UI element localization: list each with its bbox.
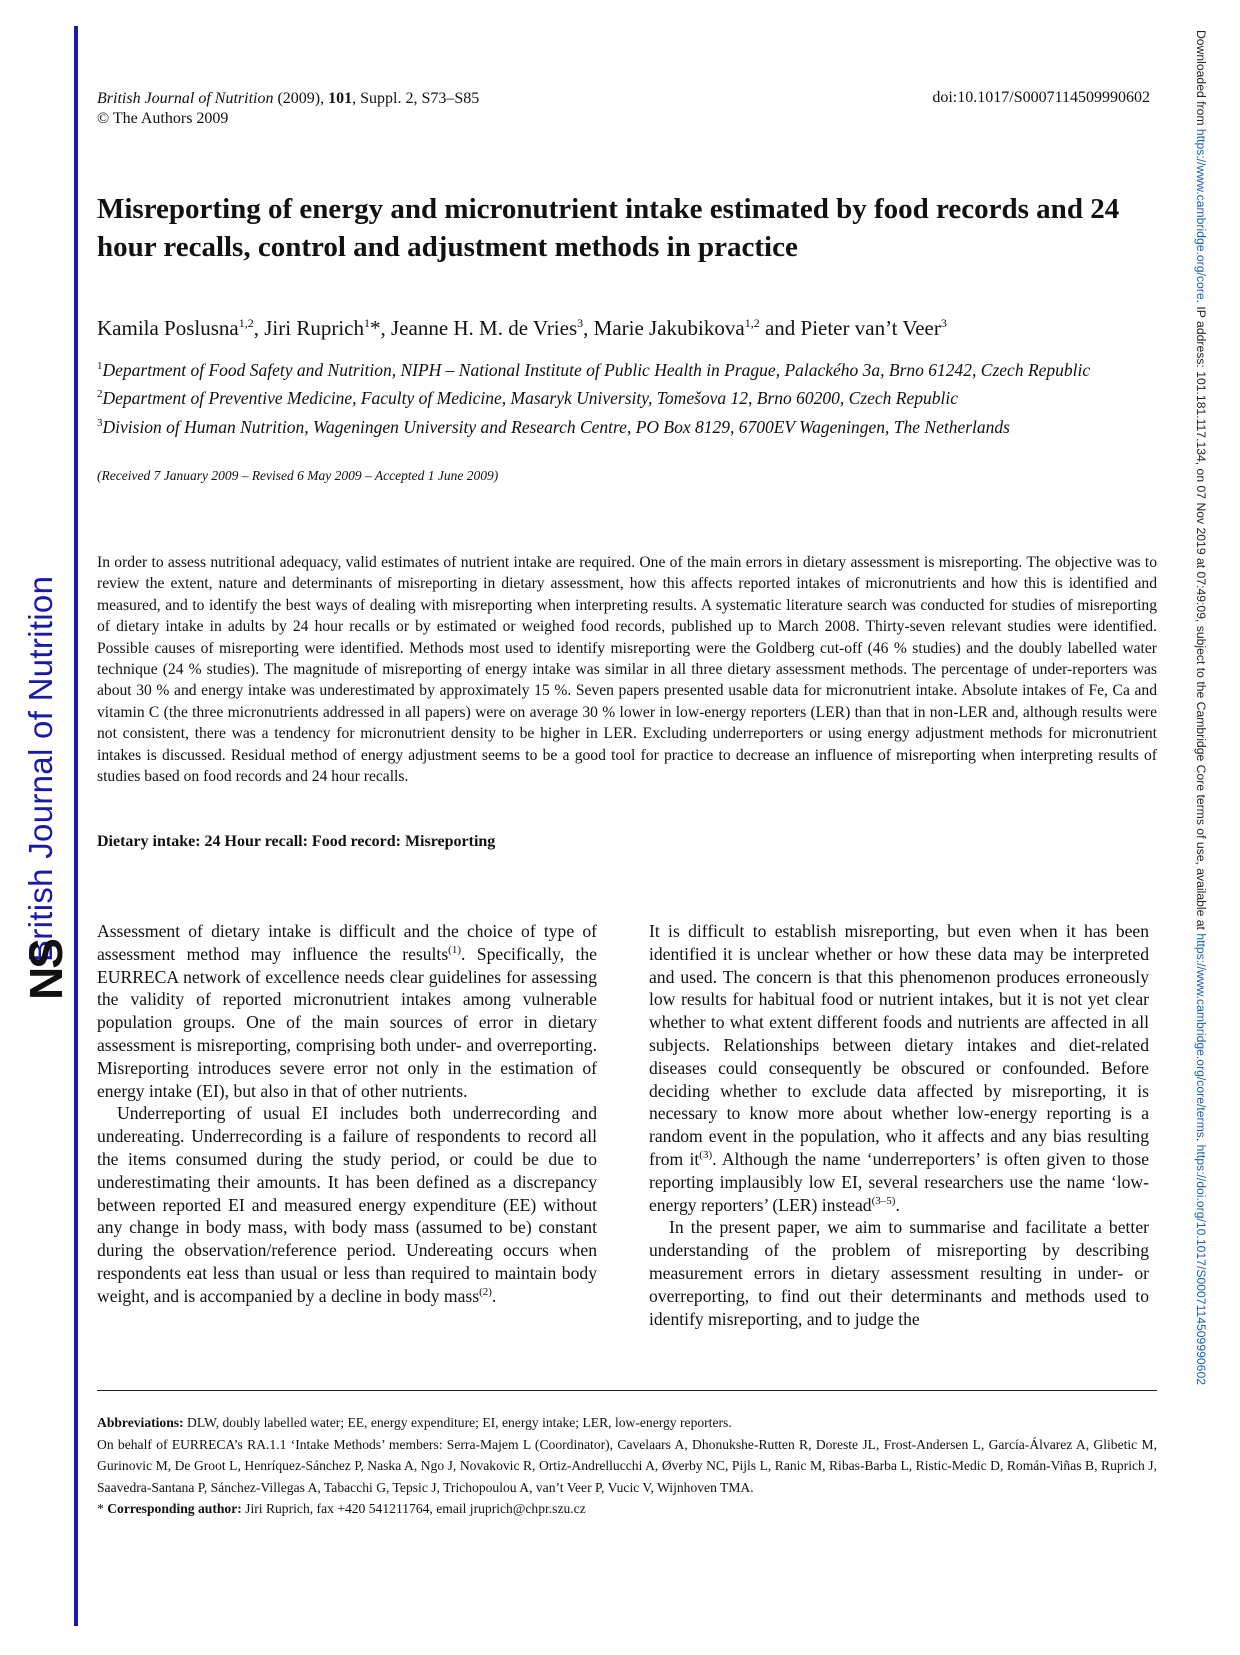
author-affil-marker: 1,2 (238, 316, 254, 330)
author-affil-marker: 3 (940, 316, 947, 330)
received-dates: (Received 7 January 2009 – Revised 6 May 2009 – Accepted 1 June 2009) (97, 468, 499, 483)
affiliations (97, 354, 1157, 439)
citation-pages: , Suppl. 2, S73–S85 (352, 90, 480, 107)
author-separator: , (583, 316, 594, 340)
behalf-note: On behalf of EURRECA’s RA.1.1 ‘Intake Methods’ members: Serra-Majem L (Coordinator), Cavelaars A, Dhonukshe-Rutten R, Doreste JL, Frost-Andersen L, García-Álvarez A, Glibetic M, Gurinovic M, De Groot L, Henríquez-Sánchez P, Naska A, Ngo J, Novakovic R, Ortiz-Andrellucchi A, Øverby NC, Pijls L, Ranic M, Ribas-Barba L, Ristic-Medic D, Román-Viñas B, Ruprich J, Saavedra-Santana P, Sánchez-Villegas A, Tabacchi G, Tepsic J, Trichopoulou A, van’t Veer P, Vucic V, Wijnhoven TMA. (97, 1436, 1157, 1495)
body-paragraph (97, 920, 597, 1102)
abstract: In order to assess nutritional adequacy, valid estimates of nutrient intake are required. One of the main errors in dietary assessment is misreporting. The objective was to review the extent, nature and determinants of misreporting in dietary assessment, how this affects reported intakes of micronutrients and how this is identified and measured, and to identify the best ways of dealing with misreporting when interpreting results. A systematic literature search was conducted for studies of misreporting of dietary intake in adults by 24 hour recalls or by estimated or weighed food records, published up to March 2008. Thirty-seven relevant studies were identified. Possible causes of misreporting were identified. Methods most used to identify misreporting were the Goldberg cut-off (46 % studies) and the doubly labelled water technique (24 % studies). The magnitude of misreporting of energy intake was similar in all three dietary assessment methods. The percentage of under-reporters was about 30 % and energy intake was underestimated by approximately 15 %. Seven papers presented usable data for micronutrient intake. Absolute intakes of Fe, Ca and vitamin C (the three micronutrients addressed in all papers) were on average 30 % lower in low-energy reporters (LER) than that in non-LER and, although results were not consistent, there was a tendency for micronutrient density to be higher in LER. Excluding underreporters or using energy adjustment methods for micronutrient intakes is discussed. Residual method of energy adjustment seems to be a good tool for practice to decrease an influence of misreporting when interpreting results of studies based on food records and 24 hour recalls. (97, 554, 1157, 786)
paragraph-text: It is difficult to establish misreporting, but even when it has been identified it is unclear whether or how these data may be interpreted and used. The concern is that this phenomenon produces erroneously low results for habitual food or nutrient intakes, but it is not yet clear whether to what extent different foods and nutrients are affected in all subjects. Relationships between dietary intakes and diet-related diseases could consequently be obscured or confounded. Before deciding whether to exclude data affected by misreporting, it is necessary to know more about whether low-energy reporting is a random event in the population, who it affects and any bias resulting from it (649, 921, 1149, 1169)
citation-volume: 101 (328, 90, 353, 107)
affiliation-text: Division of Human Nutrition, Wageningen University and Research Centre, PO Box 8129, 6700EV Wageningen, The Netherlands (102, 416, 1010, 437)
body-paragraph (649, 1216, 1149, 1330)
download-link-core[interactable]: https://www.cambridge.org/core (1194, 128, 1208, 300)
citation-header (97, 89, 479, 129)
paper-title: Misreporting of energy and micronutrient intake estimated by food records and 24 hour recalls, control and adjustment methods in practice (97, 193, 1120, 263)
author-affil-marker: 1 (364, 316, 370, 330)
paragraph-text: In the present paper, we aim to summarise and facilitate a better understanding of the problem of misreporting by describing measurement errors in dietary assessment resulting in under- or overreporting, to find out their determinants and methods used to identify misreporting, and to judge the (649, 1217, 1149, 1329)
affiliation (97, 411, 1157, 439)
author-name: Marie Jakubikova (593, 316, 745, 340)
author-name: Kamila Poslusna (97, 316, 239, 340)
paragraph-text: . Specifically, the EURRECA network of excellence needs clear guidelines for assessing the validity of reported micronutrient intakes among vulnerable population groups. One of the main sources of error in dietary assessment is misreporting, comprising both under- and overreporting. Misreporting introduces severe error not only in the estimation of energy intake (EI), but also in that of other nutrients. (97, 943, 597, 1101)
ns-logo: NS (20, 940, 72, 1000)
paragraph-text: . (491, 1285, 497, 1306)
footnote-divider (97, 1390, 1157, 1391)
body-column-left (97, 920, 597, 1308)
keywords: Dietary intake: 24 Hour recall: Food record: Misreporting (97, 833, 496, 850)
affiliation-number: 1 (97, 360, 103, 372)
corresponding-note (97, 1498, 1157, 1520)
download-prefix: Downloaded from (1194, 30, 1208, 129)
citation-ref: (2) (479, 1285, 492, 1298)
download-notice (1194, 30, 1208, 1385)
copyright: © The Authors 2009 (97, 110, 229, 127)
citation-line (97, 89, 479, 109)
journal-side-bar (74, 26, 78, 1626)
footnotes (97, 1412, 1157, 1520)
corresponding-star: * (97, 1501, 108, 1516)
author-name: Pieter van’t Veer (800, 316, 941, 340)
author-separator: and (759, 316, 801, 340)
abbreviations-label: Abbreviations: (97, 1415, 184, 1430)
citation-ref: (3–5) (871, 1194, 896, 1207)
journal-side-name: British Journal of Nutrition (22, 575, 59, 962)
citation-year: (2009), (273, 90, 329, 107)
paragraph-text: . (895, 1194, 900, 1215)
author-list (97, 316, 947, 341)
corresponding-label: Corresponding author: (107, 1501, 242, 1516)
paragraph-text: Assessment of dietary intake is difficult and the choice of type of assessment method may influence the results (97, 921, 597, 964)
author-name: Jeanne H. M. de Vries (391, 316, 578, 340)
journal-title: British Journal of Nutrition (97, 90, 274, 107)
author-separator: *, (370, 316, 391, 340)
affiliation-text: Department of Food Safety and Nutrition, NIPH – National Institute of Public Health in Prague, Palackého 3a, Brno 61242, Czech Republic (102, 359, 1091, 380)
abbreviations-text: DLW, doubly labelled water; EE, energy expenditure; EI, energy intake; LER, low-energy reporters. (183, 1415, 732, 1430)
corresponding-text: Jiri Ruprich, fax +420 541211764, email jruprich@chpr.szu.cz (241, 1501, 586, 1516)
download-sep: . (1194, 1137, 1208, 1145)
body-paragraph (97, 1102, 597, 1307)
paragraph-text: Underreporting of usual EI includes both underrecording and undereating. Underrecording is a failure of respondents to record all the items consumed during the study period, or could be due to underestimating their amounts. It has been defined as a discrepancy between reported EI and measured energy expenditure (EE) without any change in body mass, with body mass (assumed to be) constant during the observation/reference period. Undereating occurs when respondents eat less than usual or less than required to maintain body weight, and is accompanied by a decline in body mass (97, 1103, 597, 1306)
download-middle: . IP address: 101.181.117.134, on 07 Nov 2019 at 07:49:09, subject to the Cambridge Core terms of use, available at (1194, 299, 1208, 934)
affiliation (97, 354, 1157, 382)
abbreviations-note (97, 1412, 1157, 1434)
affiliation-number: 2 (97, 388, 103, 401)
doi: doi:10.1017/S0007114509990602 (932, 89, 1150, 106)
download-link-doi[interactable]: https://doi.org/10.1017/S0007114509990602 (1194, 1144, 1208, 1386)
body-paragraph (649, 920, 1149, 1216)
author-affil-marker: 1,2 (744, 316, 760, 330)
author-affil-marker: 3 (577, 316, 584, 330)
body-column-right (649, 920, 1149, 1330)
author-name: Jiri Ruprich (264, 316, 364, 340)
paragraph-text: . Although the name ‘underreporters’ is often given to those reporting implausibly low EI, several researchers use the name ‘low-energy reporters’ (LER) instead (649, 1148, 1150, 1215)
affiliation-text: Department of Preventive Medicine, Faculty of Medicine, Masaryk University, Tomešova 12, Brno 60200, Czech Republic (102, 388, 959, 409)
citation-ref: (1) (448, 943, 461, 956)
author-separator: , (253, 316, 265, 340)
affiliation-number: 3 (97, 416, 103, 429)
download-link-terms[interactable]: https://www.cambridge.org/core/terms (1194, 933, 1208, 1138)
citation-ref: (3) (699, 1149, 713, 1162)
affiliation (97, 382, 1157, 410)
